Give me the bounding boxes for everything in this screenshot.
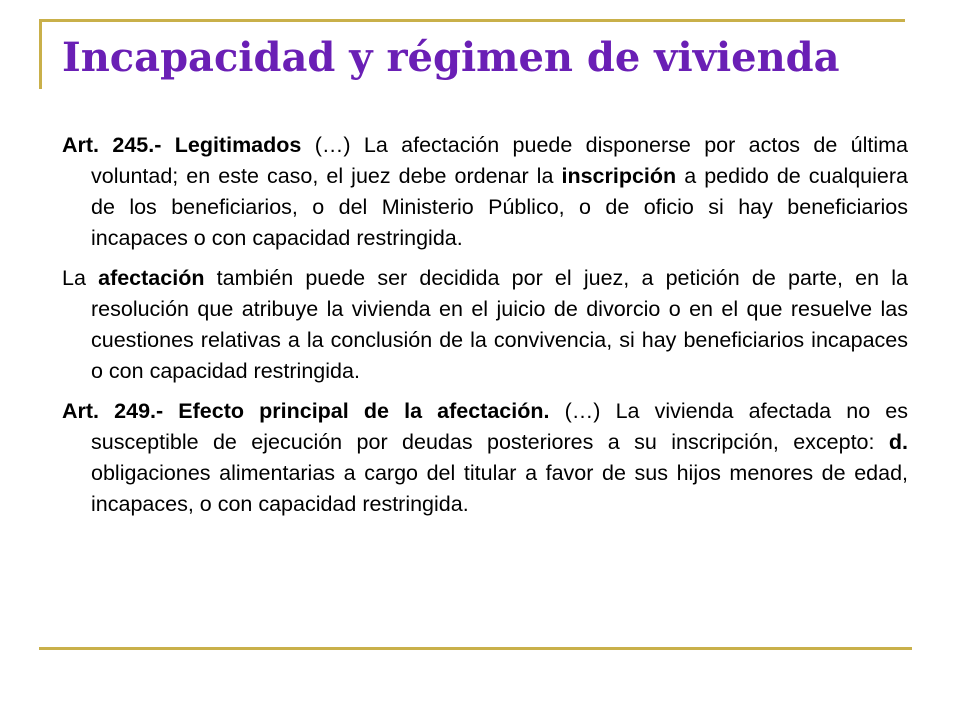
bold-term: afectación [98,266,205,290]
bold-term: inscripción [561,164,677,188]
article-label: Art. 245.- Legitimados [62,133,302,157]
paragraph-text: (…) La afectación puede disponerse por actos de última voluntad; en este caso, el juez debe ordenar la [91,133,908,188]
frame-top-rule [39,19,905,22]
paragraph-art-249 [62,396,908,520]
paragraph-art-245 [62,130,908,254]
paragraph-text: a pedido de cualquiera de los beneficiarios, o del Ministerio Público, o de oficio si hay beneficiarios incapaces o con capacidad restringida. [91,164,908,250]
slide-body [62,130,908,529]
article-label: Art. 249.- Efecto principal de la afectación. [62,399,550,423]
slide-title: Incapacidad y régimen de vivienda [62,34,840,81]
paragraph-text: (…) La vivienda afectada no es susceptible de ejecución por deudas posteriores a su inscripción, excepto: [91,399,908,454]
paragraph-afectacion [62,263,908,387]
frame-bottom-rule [39,647,912,650]
paragraph-text: también puede ser decidida por el juez, a petición de parte, en la resolución que atribuye la vivienda en el juicio de divorcio o en el que resuelve las cuestiones relativas a la conclusión de la convivencia, si hay beneficiarios incapaces o con capacidad restringida. [91,266,908,383]
paragraph-text: La [62,266,99,290]
frame-vertical-rule [39,19,42,89]
paragraph-text: obligaciones alimentarias a cargo del titular a favor de sus hijos menores de edad, incapaces, o con capacidad restringida. [91,461,908,516]
bold-term: d. [888,430,908,454]
